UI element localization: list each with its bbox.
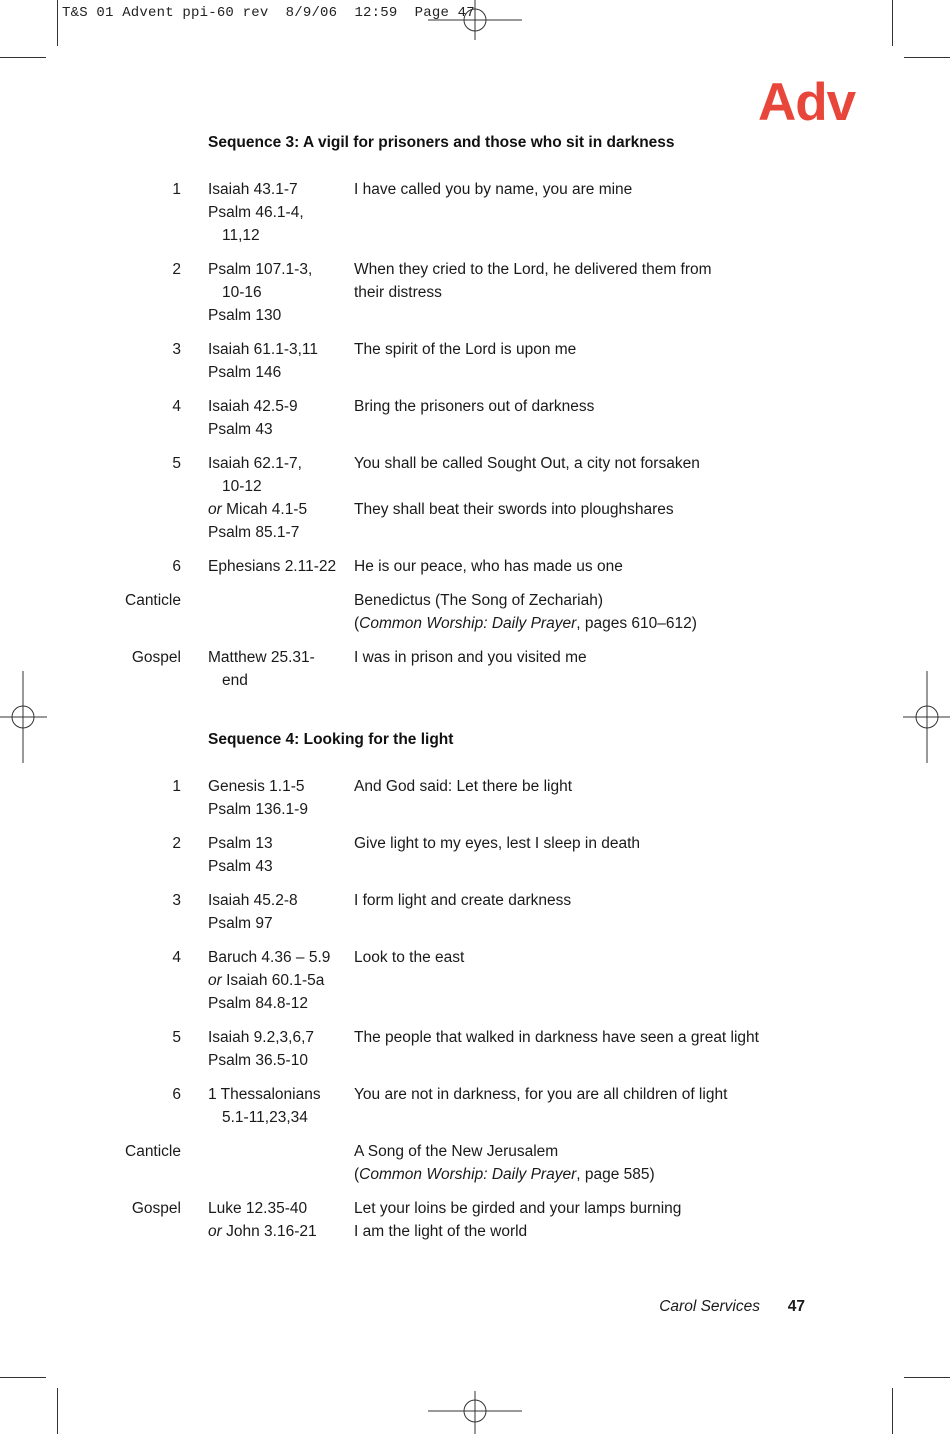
- source-pages: , page 585): [576, 1166, 655, 1183]
- reading-references: [208, 1083, 348, 1129]
- reading-theme: [354, 775, 914, 798]
- reference: Psalm 36.5-10: [208, 1052, 308, 1069]
- gospel-label: Gospel: [131, 1200, 181, 1217]
- section-tab: Adv: [758, 73, 856, 132]
- reading-number: 3: [172, 892, 181, 909]
- or-label: or: [208, 972, 222, 989]
- reference: 10-12: [222, 478, 262, 495]
- reading-theme: [354, 1083, 914, 1106]
- reference: Psalm 84.8-12: [208, 995, 308, 1012]
- reading-references: [208, 338, 348, 384]
- registration-mark-right: [903, 671, 950, 763]
- reference: 1 Thessalonians: [208, 1086, 321, 1103]
- reference-alternative: [208, 969, 348, 992]
- registration-mark-top: [428, 0, 522, 40]
- reading-theme: [354, 889, 914, 912]
- canticle-label: Canticle: [125, 592, 181, 609]
- canticle-title: Benedictus (The Song of Zechariah): [354, 592, 603, 609]
- reference: Genesis 1.1-5: [208, 778, 305, 795]
- reading-theme: [354, 258, 914, 304]
- reading-number: 4: [172, 398, 181, 415]
- theme-text: I was in prison and you visited me: [354, 649, 587, 666]
- reference: Psalm 46.1-4,: [208, 204, 304, 221]
- canticle-source: (Common Worship: Daily Prayer, page 585): [354, 1166, 655, 1183]
- reference: Isaiah 43.1-7: [208, 181, 298, 198]
- reference: Psalm 136.1-9: [208, 801, 308, 818]
- reference: 10-16: [222, 284, 262, 301]
- registration-mark-bottom: [428, 1391, 522, 1434]
- canticle-title: A Song of the New Jerusalem: [354, 1143, 559, 1160]
- canticle-text: [354, 589, 914, 635]
- crop-mark: [892, 0, 893, 46]
- reading-number: 2: [172, 261, 181, 278]
- theme-text: You are not in darkness, for you are all children of light: [354, 1086, 728, 1103]
- reference: Psalm 43: [208, 858, 273, 875]
- or-label: or: [208, 501, 222, 518]
- reading-references: [208, 555, 348, 578]
- reference: Micah 4.1-5: [226, 501, 308, 518]
- theme-text: I am the light of the world: [354, 1223, 528, 1240]
- source-title: Common Worship: Daily Prayer: [359, 1166, 577, 1183]
- crop-mark: [904, 57, 950, 58]
- theme-text: Give light to my eyes, lest I sleep in death: [354, 835, 641, 852]
- crop-mark: [0, 57, 46, 58]
- reading-theme: [354, 646, 914, 669]
- theme-text: I form light and create darkness: [354, 892, 572, 909]
- canticle-label: Canticle: [125, 1143, 181, 1160]
- reading-theme: [354, 338, 914, 361]
- reading-number: 5: [172, 1029, 181, 1046]
- reading-references: [208, 452, 348, 544]
- theme-text: The spirit of the Lord is upon me: [354, 341, 577, 358]
- theme-text: And God said: Let there be light: [354, 778, 573, 795]
- reference: 11,12: [222, 227, 260, 244]
- reference: Isaiah 61.1-3,11: [208, 341, 319, 358]
- reading-number: 1: [172, 181, 181, 198]
- reference: Baruch 4.36 – 5.9: [208, 949, 331, 966]
- reference: Luke 12.35-40: [208, 1200, 308, 1217]
- theme-text: Let your loins be girded and your lamps burning: [354, 1200, 682, 1217]
- reference: John 3.16-21: [226, 1223, 317, 1240]
- print-slug: T&S 01 Advent ppi-60 rev 8/9/06 12:59 Page 47: [62, 5, 475, 21]
- reading-theme: [354, 555, 914, 578]
- reference: Isaiah 45.2-8: [208, 892, 298, 909]
- reading-references: [208, 258, 348, 327]
- or-label: or: [208, 1223, 222, 1240]
- reading-theme: [354, 178, 914, 201]
- reading-theme: [354, 452, 914, 521]
- sequence-3-heading: Sequence 3: A vigil for prisoners and those who sit in darkness: [208, 134, 675, 151]
- reading-theme: [354, 1197, 914, 1243]
- canticle-source: (Common Worship: Daily Prayer, pages 610–612): [354, 615, 697, 632]
- reference: Ephesians 2.11-22: [208, 558, 337, 575]
- canticle-text: [354, 1140, 914, 1186]
- theme-text: When they cried to the Lord, he delivered them from: [354, 261, 712, 278]
- theme-text: The people that walked in darkness have seen a great light: [354, 1029, 759, 1046]
- reading-references: [208, 946, 348, 1015]
- theme-text: their distress: [354, 284, 442, 301]
- theme-text: Bring the prisoners out of darkness: [354, 398, 595, 415]
- sequence-4-heading: Sequence 4: Looking for the light: [208, 731, 454, 748]
- reference: Psalm 130: [208, 307, 282, 324]
- reading-references: [208, 395, 348, 441]
- reference-alternative: [208, 498, 348, 521]
- crop-mark: [904, 1377, 950, 1378]
- running-footer-title: Carol Services: [659, 1298, 760, 1315]
- crop-mark: [0, 1377, 46, 1378]
- reference: Isaiah 60.1-5a: [226, 972, 325, 989]
- reference: Psalm 146: [208, 364, 282, 381]
- reading-number: 3: [172, 341, 181, 358]
- reading-number: 5: [172, 455, 181, 472]
- reading-number: 4: [172, 949, 181, 966]
- theme-text: Look to the east: [354, 949, 465, 966]
- reference-alternative: [208, 1220, 348, 1243]
- theme-text: I have called you by name, you are mine: [354, 181, 633, 198]
- reference: Isaiah 42.5-9: [208, 398, 298, 415]
- reading-theme: [354, 395, 914, 418]
- reference: Isaiah 9.2,3,6,7: [208, 1029, 314, 1046]
- reading-references: [208, 832, 348, 878]
- reading-references: [208, 1197, 348, 1243]
- crop-mark: [892, 1388, 893, 1434]
- source-pages: , pages 610–612): [576, 615, 697, 632]
- reference: Matthew 25.31-: [208, 649, 315, 666]
- reference: Psalm 13: [208, 835, 273, 852]
- source-title: Common Worship: Daily Prayer: [359, 615, 577, 632]
- reading-references: [208, 889, 348, 935]
- theme-text: He is our peace, who has made us one: [354, 558, 623, 575]
- reading-references: [208, 1026, 348, 1072]
- reading-references: [208, 775, 348, 821]
- crop-mark: [57, 0, 58, 46]
- page-number: 47: [787, 1298, 805, 1315]
- reading-number: 6: [172, 1086, 181, 1103]
- reading-number: 6: [172, 558, 181, 575]
- reading-number: 2: [172, 835, 181, 852]
- gospel-label: Gospel: [131, 649, 181, 666]
- reading-references: [208, 646, 348, 692]
- reference: Isaiah 62.1-7,: [208, 455, 302, 472]
- registration-mark-left: [0, 671, 47, 763]
- theme-text: They shall beat their swords into ploughshares: [354, 501, 674, 518]
- reading-theme: [354, 946, 914, 969]
- theme-text: You shall be called Sought Out, a city not forsaken: [354, 455, 700, 472]
- reference: Psalm 43: [208, 421, 273, 438]
- reading-theme: [354, 832, 914, 855]
- reference: Psalm 85.1-7: [208, 524, 300, 541]
- reference: Psalm 107.1-3,: [208, 261, 313, 278]
- reference: end: [222, 672, 248, 689]
- reading-number: 1: [172, 778, 181, 795]
- reading-theme: [354, 1026, 914, 1049]
- reference: 5.1-11,23,34: [222, 1109, 308, 1126]
- reading-references: [208, 178, 348, 247]
- reference: Psalm 97: [208, 915, 273, 932]
- crop-mark: [57, 1388, 58, 1434]
